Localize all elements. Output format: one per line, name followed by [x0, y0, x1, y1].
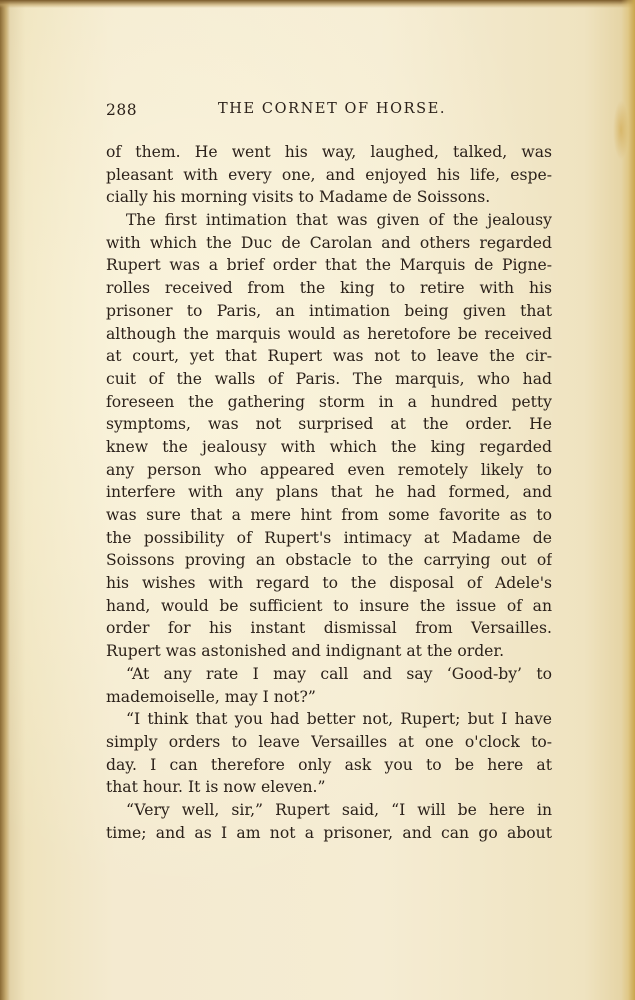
text-line: mademoiselle, may I not?”: [106, 687, 316, 706]
text-line: simply orders to leave Versailles at one o'clock to-: [106, 732, 552, 751]
text-line: that hour. It is now eleven.”: [106, 778, 326, 797]
text-line: cially his morning visits to Madame de Soissons.: [106, 188, 491, 207]
text-line: hand, would be sufficient to insure the issue of an: [106, 596, 552, 615]
text-line: was sure that a mere hint from some favorite as to: [106, 506, 552, 524]
paper-stain: [613, 100, 629, 160]
page-number: 288: [106, 101, 138, 119]
text-line: order for his instant dismissal from Versailles.: [106, 619, 552, 638]
text-line: with which the Duc de Carolan and others regarded: [106, 233, 552, 252]
text-line: The first intimation that was given of the jealousy: [126, 211, 552, 230]
text-line: symptoms, was not surprised at the order. He: [106, 415, 552, 434]
text-line: “I think that you had better not, Rupert; but I have: [126, 710, 552, 729]
text-line: the possibility of Rupert's intimacy at Madame de: [106, 528, 552, 547]
text-line: of them. He went his way, laughed, talked, was: [106, 143, 552, 161]
text-line: “At any rate I may call and say ‘Good-by’ to: [126, 664, 552, 683]
text-line: his wishes with regard to the disposal of Adele's: [106, 574, 552, 593]
text-line: time; and as I am not a prisoner, and can go about: [106, 823, 552, 842]
text-line: any person who appeared even remotely likely to: [106, 460, 552, 479]
text-line: Rupert was astonished and indignant at the order.: [106, 642, 505, 661]
text-line: rolles received from the king to retire with his: [106, 279, 552, 298]
text-line: knew the jealousy with which the king regarded: [106, 437, 552, 456]
text-line: at court, yet that Rupert was not to leave the cir-: [106, 347, 552, 366]
text-line: pleasant with every one, and enjoyed his life, espe-: [106, 165, 552, 184]
text-line: interfere with any plans that he had formed, and: [106, 483, 552, 502]
body-text: [106, 141, 552, 844]
text-line: “Very well, sir,” Rupert said, “I will be here in: [126, 800, 552, 819]
text-line: prisoner to Paris, an intimation being given that: [106, 301, 552, 320]
text-line: day. I can therefore only ask you to be here at: [106, 755, 552, 774]
running-head: THE CORNET OF HORSE.: [218, 101, 447, 117]
text-line: Rupert was a brief order that the Marquis de Pigne-: [106, 256, 552, 275]
text-line: foreseen the gathering storm in a hundred petty: [106, 392, 552, 411]
text-line: cuit of the walls of Paris. The marquis, who had: [106, 369, 552, 388]
page-edge-top: [0, 0, 635, 8]
page-header: [106, 101, 552, 125]
text-line: although the marquis would as heretofore be received: [106, 324, 552, 343]
text-line: Soissons proving an obstacle to the carrying out of: [106, 551, 552, 570]
page-edge-left: [0, 0, 10, 1000]
